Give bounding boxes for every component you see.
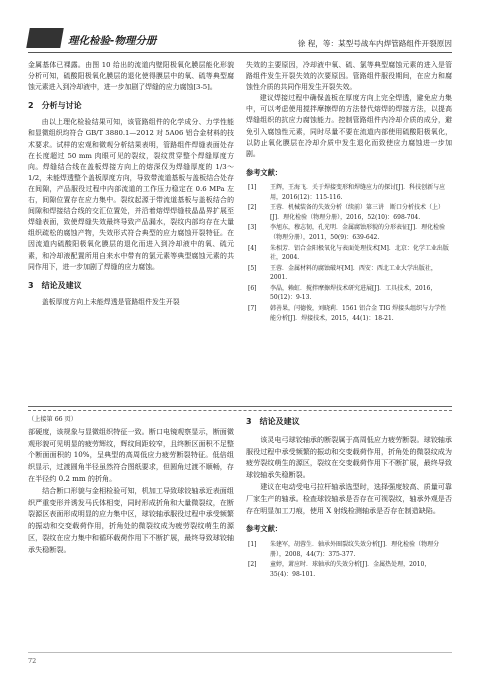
article-separator-dashed — [28, 410, 452, 411]
section-2-paragraph: 由以上理化检验结果可知，该管路组件的化学成分、力学性能和显微组织均符合 GB/T 3880.1—2012 对 5A06 铝合金材料的技术要求。试样的宏观和微观分析结果表明，管路组件焊缝表面处存在长度超过 50 mm 肉眼可见的裂纹，裂纹贯穿整个焊缝厚度方向。焊缝结合线在盖板焊接方向上的熔深仅为焊缝厚度的 1/3～1/2，未能焊透整个盖板厚度方向，导致带流道基板与盖板结合处存在间隙，产品服役过程中内部流道的工作压力稳定在 0.6 MPa 左右，间隙位置存在应力集中。裂纹起源于带流道基板与盖板结合的间隙和焊接结合线的交汇位置处，并沿着熔焊焊缝枝晶晶界扩展至焊缝表面，致使焊缝失效最终导致产品漏水，裂纹内部均存在大量组织疏松的腐蚀产物，失效形式符合典型的应力腐蚀开裂特征。在因流道内硫酸阳极氧化膜层的退化而进入到冷却液中的氧、硫元素，和冷却液配置所用自来水中带有的氯元素等典型腐蚀元素的共同作用下，进一步加剧了焊缝的应力腐蚀。 — [28, 118, 234, 271]
conclusion-paragraph: 该灵电弓球铰轴承的断裂属于高周低应力疲劳断裂。球铰轴承服役过程中承受频繁的振动和交变载荷作用，折角处的微裂纹成为疲劳裂纹萌生的源区，裂纹在交变载荷作用下不断扩展，最终导致球铰轴承失稳断裂。 — [246, 434, 452, 480]
reference-item: [2] 王蓉．机械装备的失效分析（续前）第三讲 断口分析技术（上）[J]．理化检验（物理分册），2016，52(10)：698-704. — [248, 204, 445, 221]
section-3-heading: 3 结论及建议 — [28, 280, 82, 290]
top-right-column — [246, 60, 452, 324]
reference-item: [2] 童婷，萧应时．球轴承的失效分析[J]．金属热处理，2010，35(4)：98-101. — [248, 561, 431, 578]
bottom-right-column — [246, 414, 452, 581]
fracture-paragraph: 部硬度，该规象与显微组织特征一致。断口电镜观察显示，断面微观形貌可见明显的疲劳辉纹，辉纹间距较窄，且终断区面积不足整个断面面积的 10%，呈典型的高周低应力疲劳断裂特征。低倍组织显示，过渡圆角半径虽然符合图纸要求，但圆角过渡不顺畅，存在半径约 0.2 mm 的折角。 — [28, 426, 234, 483]
page-number: 72 — [28, 657, 37, 665]
reference-item: [1] 王辉，王海飞．关于焊接变形和焊缝应力的探讨[J]．科技创新与应用，2016(12)：115-116. — [248, 183, 446, 201]
references-heading: 参考文献： — [246, 524, 282, 534]
reference-item: [1] 朱建军，胡蓉生．轴承外圈裂纹失效分析[J]．理化检验（物理分册），2008，44(7)：375-377. — [248, 541, 440, 558]
footer-rule — [28, 652, 452, 653]
logo-block-icon — [26, 28, 64, 48]
section-3-heading: 3 结论及建议 — [246, 417, 300, 426]
intro-paragraph: 金属基体已裸露。由图 10 给出的流道内壁阳极氧化膜层能化形貌分析可知，硫酸阳极氧化膜层的退化使得膜层中的氧、硫等典型腐蚀元素进入到冷却液中，进一步加剧了焊缝的应力腐蚀[3-5]。 — [28, 61, 234, 92]
header-rule — [28, 52, 452, 53]
recommendation-paragraph: 建议焊接过程中确保盖板在厚度方向上完全焊透，避免应力集中，可以考虑使用搅拌摩擦焊的方法替代熔焊的焊接方法，以提高焊缝组织的抗应力腐蚀能力。控制管路组件内冷却介质的成分，避免引入腐蚀性元素，同时尽量不要在流道内部使用硫酸阳极氧化，以防止氧化膜层在冷却介质中发生退化而致使应力腐蚀进一步加剧。 — [246, 94, 452, 158]
bottom-left-column — [28, 414, 234, 556]
running-title: 徐 程，等：某型号战车内焊管路组件开裂原因 — [297, 39, 452, 48]
reference-list — [246, 183, 452, 323]
reference-list — [246, 540, 452, 579]
reference-item: [4] 朱相芳．铝合金阳极氧化与表面处理技术[M]．北京：化学工业出版社，2004. — [248, 244, 449, 262]
conclusion-paragraph: 失效的主要原因，冷却液中氧、硫、氯等典型腐蚀元素的进入是管路组件发生开裂失效的次要原因。管路组件服役期间，在应力和腐蚀性介质的共同作用发生开裂失效。 — [246, 61, 452, 92]
analysis-paragraph: 结合断口形貌与金相检验可知，机加工导致球铰轴承近表面组织严重变形并诱发马氏体相变，同时形成折角和大量微裂纹，在断裂源区表面形成明显的应力集中区，球铰轴承服役过程中承受频繁的振动和交变载荷作用，折角处的微裂纹成为疲劳裂纹萌生的源区，裂纹在应力集中和循环载荷作用下不断扩展，最终导致球铰轴承失稳断裂。 — [28, 485, 234, 554]
article-separator — [28, 406, 452, 407]
journal-logo — [28, 26, 208, 50]
section-2-heading: 2 分析与讨论 — [28, 101, 82, 111]
recommendation-paragraph: 建议在电动受电弓拉杆轴承选型时，选择强度较高、质量可靠厂家生产的轴承。检查球铰轴承是否存在可视裂纹，轴承外观是否存在明显加工刀痕，使用 X 射线检测轴承是否存在制造缺陷。 — [246, 481, 452, 515]
top-left-column — [28, 60, 234, 308]
references-heading: 参考文献： — [246, 167, 282, 177]
reference-item: [5] 王蓉．金属材料的腐蚀破坏[M]．西安：西北工业大学出版社，2001. — [248, 264, 437, 282]
section-3-paragraph: 盖板厚度方向上未能焊透是管路组件发生开裂 — [41, 297, 180, 306]
reference-item: [7] 韩善果，闫德俊，刘晓莉．1561 铝合金 TIG 焊接头组织与力学性能分析[J]．焊接技术，2015，44(1)：18-21. — [248, 305, 447, 322]
journal-name: 理化检验-物理分册 — [68, 35, 157, 47]
continued-note: （上接第 66 页） — [28, 416, 77, 423]
reference-item: [6] 李晶，赖虹．搅拌摩擦焊技术研究进展[J]．工具技术，2016，50(12)：9-13. — [248, 284, 437, 302]
reference-item: [3] 李旭东，穆志韧，孔光明．金属腐蚀形貌的分形表征[J]．理化检验（物理分册），2011，50(9)：639-642. — [248, 224, 446, 241]
